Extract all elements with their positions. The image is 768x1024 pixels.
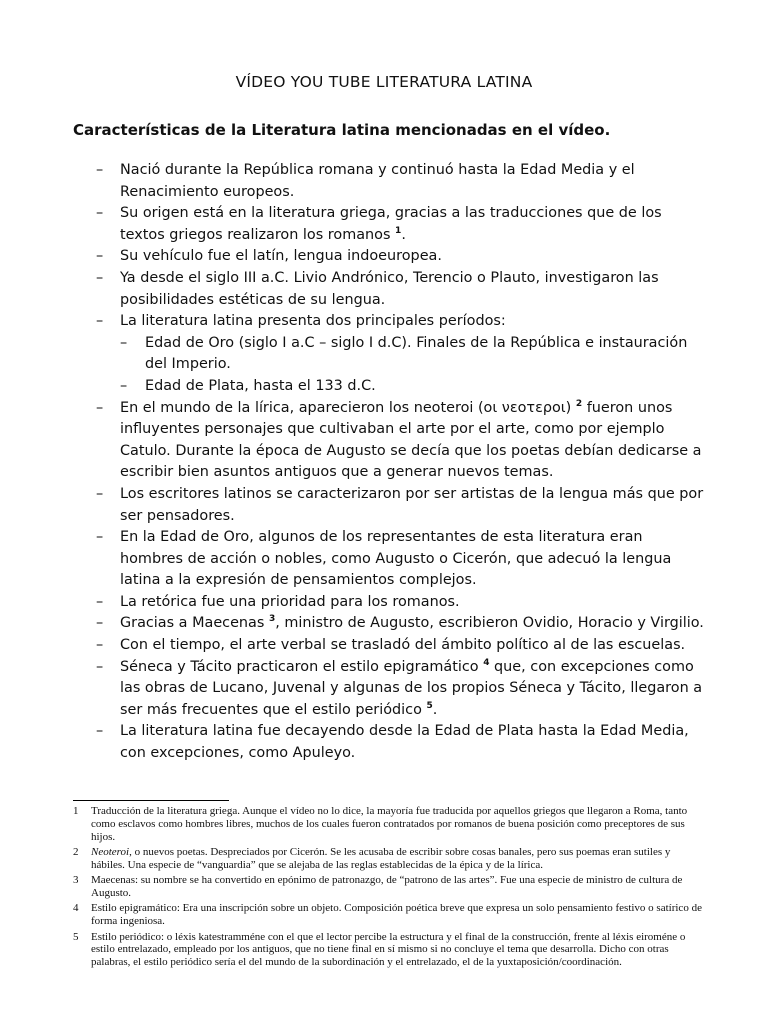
footnote xyxy=(73,805,703,843)
footnote-italic-term: Neoteroi xyxy=(91,845,130,858)
footnote-number: 2 xyxy=(73,845,79,858)
footnote-ref[interactable]: 3 xyxy=(268,614,276,625)
footnote-number: 1 xyxy=(73,805,79,817)
list-item xyxy=(0,268,768,311)
list-item xyxy=(0,657,768,722)
list-item xyxy=(0,203,768,246)
list-item-text: La retórica fue una prioridad para los romanos. xyxy=(120,593,460,610)
footnote-text: Maecenas: su nombre se ha convertido en epónimo de patronazgo, de “patrono de las artes”. Fue una especie de ministro de cultura de Augusto. xyxy=(91,874,683,899)
footnotes-list xyxy=(73,805,703,972)
list-item-text: Edad de Oro (siglo I a.C – siglo I d.C). Finales de la República e instauración del Imperio. xyxy=(145,334,688,373)
bullet-dash: – xyxy=(96,658,104,675)
list-item-text: Su origen está en la literatura griega, gracias a las traducciones que de los textos griegos realizaron los romanos xyxy=(120,205,662,243)
sub-list-item xyxy=(0,333,768,376)
list-item-text-after: , ministro de Augusto, escribieron Ovidio, Horacio y Virgilio. xyxy=(275,615,704,632)
bullet-dash: – xyxy=(96,615,104,632)
list-item-text: Edad de Plata, hasta el 133 d.C. xyxy=(145,377,376,394)
list-item xyxy=(0,484,768,527)
list-item-text: Ya desde el siglo III a.C. Livio Andrónico, Terencio o Plauto, investigaron las posibilidades estéticas de su lengua. xyxy=(120,269,659,308)
characteristics-list xyxy=(0,160,768,765)
list-item-text: En la Edad de Oro, algunos de los representantes de esta literatura eran hombres de acción o nobles, como Augusto o Cicerón, que adecuó la lengua latina a la expresión de pensamientos complejos. xyxy=(120,529,672,589)
bullet-dash: – xyxy=(96,269,104,286)
list-item-text: Los escritores latinos se caracterizaron por ser artistas de la lengua más que por ser pensadores. xyxy=(120,485,704,524)
footnote xyxy=(73,931,703,969)
footnote-ref[interactable]: 4 xyxy=(483,657,490,668)
list-item xyxy=(0,613,768,635)
footnote xyxy=(73,846,703,872)
bullet-dash: – xyxy=(96,593,104,610)
list-item xyxy=(0,635,768,657)
section-heading: Características de la Literatura latina mencionadas en el vídeo. xyxy=(73,121,611,139)
footnote-number: 5 xyxy=(73,930,79,943)
list-item-text-after: . xyxy=(432,701,438,718)
footnote-text: , o nuevos poetas. Despreciados por Cicerón. Se les acusaba de escribir sobre cosas banales, pero sus poemas eran sutiles y hábiles. Una especie de “vanguardia” que se alejaba de las reglas establecidas de la épica y de la lírica. xyxy=(91,845,671,871)
list-item xyxy=(0,311,768,333)
list-item-text: Su vehículo fue el latín, lengua indoeuropea. xyxy=(120,248,442,265)
footnote-number: 3 xyxy=(73,874,79,887)
bullet-dash: – xyxy=(96,529,104,546)
document-title: VÍDEO YOU TUBE LITERATURA LATINA xyxy=(235,73,533,91)
list-item-text: Con el tiempo, el arte verbal se trasladó del ámbito político al de las escuelas. xyxy=(120,637,686,654)
footnote-text: Estilo periódico: o léxis katestramméne con el que el lector percibe la estructura y el final de la construcción, frente al léxis eiroméne o estilo entrelazado, empleado por los antiguos, que no tiene final en sí mismo si no concluye el tema que desarrolla. Dicho con otras palabras, el estilo periódico sería el del mundo de la subordinación y el entrelazado, el de la yuxtaposición/coordinación. xyxy=(91,930,686,969)
list-item-text: En el mundo de la lírica, aparecieron los neoteroi (οι νεοτεροι) xyxy=(120,399,576,416)
list-item xyxy=(0,592,768,614)
bullet-dash: – xyxy=(96,723,104,740)
list-item-text-after: que, con excepciones como las obras de Lucano, Juvenal y algunas de los propios Séneca y Tácito, llegaron a ser más frecuentes que el estilo periódico xyxy=(120,658,703,718)
list-item-text: La literatura latina presenta dos principales períodos: xyxy=(120,313,506,330)
footnote-separator xyxy=(73,800,229,801)
footnote-text: Traducción de la literatura griega. Aunque el vídeo no lo dice, la mayoría fue traducida por aquellos griegos que llegaron a Roma, tanto como esclavos como hombres libres, muchos de los cuales fueron contratados por romanos de buena posición como preceptores de sus hijos. xyxy=(91,805,688,843)
list-item-text: Gracias a Maecenas xyxy=(120,615,269,632)
sub-list-item xyxy=(0,376,768,398)
bullet-dash: – xyxy=(120,377,128,394)
bullet-dash: – xyxy=(96,248,104,265)
footnote-number: 4 xyxy=(73,902,79,915)
list-item-text: Nació durante la República romana y continuó hasta la Edad Media y el Renacimiento europeos. xyxy=(120,162,635,200)
footnote xyxy=(73,902,703,928)
list-item-text-after: . xyxy=(401,226,406,243)
bullet-dash: – xyxy=(96,205,104,222)
list-item-text: Séneca y Tácito practicaron el estilo epigramático xyxy=(120,658,484,675)
footnote-ref[interactable]: 5 xyxy=(426,701,433,712)
bullet-dash: – xyxy=(96,637,104,654)
footnote-ref[interactable]: 2 xyxy=(575,398,583,409)
bullet-dash: – xyxy=(96,313,104,330)
list-item-text: La literatura latina fue decayendo desde la Edad de Plata hasta la Edad Media, con excepciones, como Apuleyo. xyxy=(120,723,689,762)
list-item xyxy=(0,246,768,268)
list-item xyxy=(0,721,768,764)
list-item xyxy=(0,160,768,203)
list-item xyxy=(0,398,768,484)
footnote-text: Estilo epigramático: Era una inscripción sobre un objeto. Composición poética breve que expresa un solo pensamiento festivo o satírico de forma ingeniosa. xyxy=(91,902,702,928)
bullet-dash: – xyxy=(120,334,128,351)
bullet-dash: – xyxy=(96,399,104,416)
footnote xyxy=(73,874,703,900)
bullet-dash: – xyxy=(96,162,104,178)
list-item-text-after: fueron unos influyentes personajes que cultivaban el arte por el arte, como por ejemplo Catulo. Durante la época de Augusto se decía que los poetas debían dedicarse a escribir bien asuntos antiguos que a generar nuevos temas. xyxy=(120,399,702,481)
footnote-ref[interactable]: 1 xyxy=(395,225,402,236)
list-item xyxy=(0,527,768,592)
bullet-dash: – xyxy=(96,485,104,502)
